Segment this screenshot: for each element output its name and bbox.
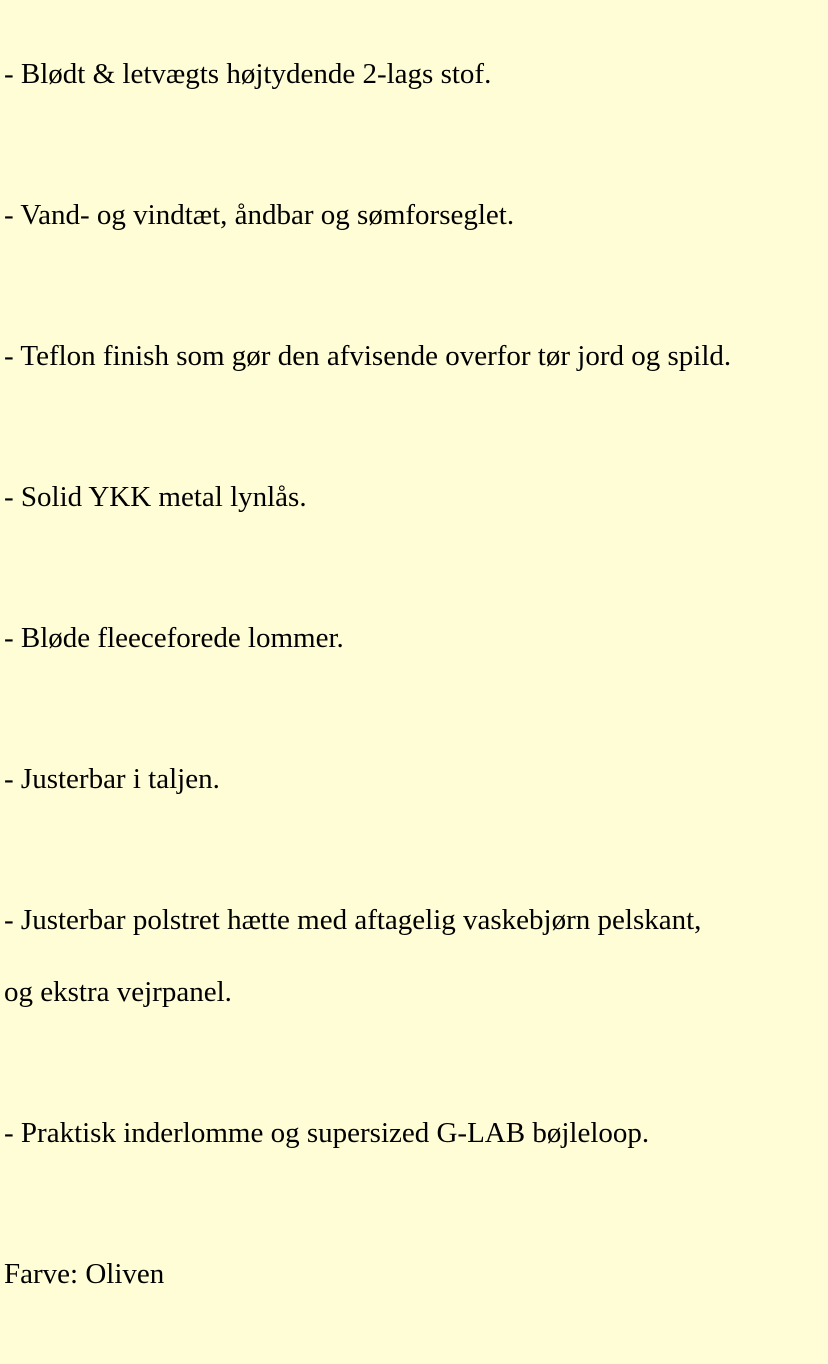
feature-line-pockets: - Bløde fleeceforede lommer.	[4, 622, 344, 654]
feature-line-fabric: - Blødt & letvægts højtydende 2-lags stof.	[4, 58, 492, 90]
feature-line-hood: - Justerbar polstret hætte med aftagelig vaskebjørn pelskant,	[4, 904, 702, 936]
feature-line-hood-continued: og ekstra vejrpanel.	[4, 976, 232, 1008]
feature-line-waist: - Justerbar i taljen.	[4, 763, 220, 795]
feature-line-inner-pocket: - Praktisk inderlomme og supersized G-LAB bøjleloop.	[4, 1117, 650, 1149]
feature-line-waterproof: - Vand- og vindtæt, åndbar og sømforseglet.	[4, 199, 515, 231]
feature-line-teflon: - Teflon finish som gør den afvisende overfor tør jord og spild.	[4, 340, 732, 372]
feature-line-zipper: - Solid YKK metal lynlås.	[4, 481, 307, 513]
color-line: Farve: Oliven	[4, 1258, 165, 1290]
